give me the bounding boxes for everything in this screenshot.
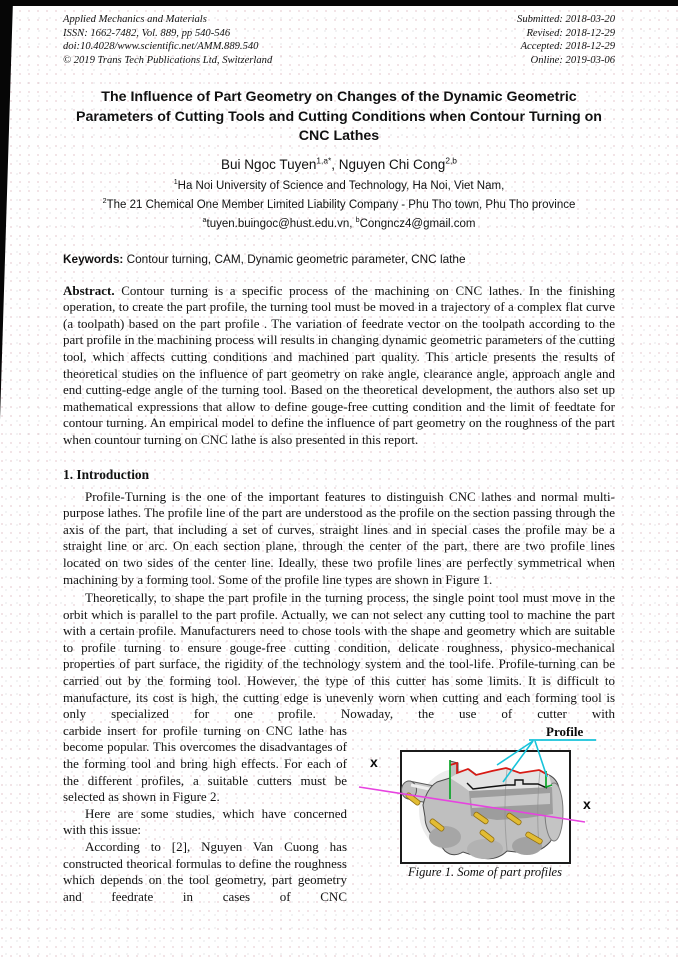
part-flange-1: [429, 826, 461, 848]
x-axis-label-left: x: [370, 753, 378, 770]
affiliation-2: [63, 196, 615, 212]
intro-paragraph-2-text: carbide insert for profile turning on CNC lathe has become popular. This overcomes the disadvantages of the forming tool and bring high effects. For each of the different profiles, a suitable cutters must be selected as shown in Figure 2.: [63, 722, 347, 805]
paper-title: The Influence of Part Geometry on Changes of the Dynamic Geometric Parameters of Cutting Tools and Cutting Conditions when Contour Turning on CNC Lathes: [76, 89, 602, 145]
dates-block: [517, 13, 615, 67]
section-heading-introduction: 1. Introduction: [63, 466, 150, 482]
keywords-label: Keywords:: [63, 251, 124, 266]
intro-paragraph-1: Profile-Turning is the one of the important features to distinguish CNC lathes and normal multi-purpose lathes. The profile line of the part are understood as the profile on the section passing through the axis of the part, that including a set of curves, straight lines and in special cases the profile may be a straight line or arc. On each section plane, through the center of the part, there are two profile lines located on two sides of the center line. Ideally, these two profile lines are perfectly symmetrical when machining by a forming tool. Some of the profile line types are shown in Figure 1.: [63, 488, 615, 587]
email-b-sup: b: [355, 215, 360, 224]
author-1: Bui Ngoc Tuyen: [221, 156, 317, 172]
affiliation-1: [63, 177, 615, 193]
issn-line: ISSN: 1662-7482, Vol. 889, pp 540-546: [63, 27, 231, 39]
intro-paragraph-2: Theoretically, to shape the part profile in the turning process, the single point tool must move in the orbit which is parallel to the part profile. Actually, we can not select any cutting tool to machine the part with a certain profile. Manufacturers need to chose tools with the shape and geometry which are suitable to profile turning to ensure gouge-free cutting condition, delicate roughness, physico-mechanical properties of part surface, the rigidity of the technology system and the tool-life. Profile-turning can be carried out by the forming tool. However, the type of this cutter has some limits. It is difficult to manufacture, its cost is high, the cutting edge is unevenly worn when cutting and each forming tool is only specialized for one profile. Nowaday, the use of cutter with: [63, 590, 615, 722]
email-a-sup: a: [202, 215, 207, 224]
scan-edge-left: [0, 0, 13, 420]
emails-line: [63, 215, 615, 231]
email-a: tuyen.buingoc@hust.edu.vn,: [206, 217, 356, 230]
cut-surface: [450, 768, 552, 791]
authors-separator: ,: [331, 156, 339, 172]
authors-line: [63, 156, 615, 174]
journal-info: [63, 13, 272, 67]
doi-line: doi:10.4028/www.scientific.net/AMM.889.540: [63, 41, 259, 53]
abstract-text: Contour turning is a specific process of the machining on CNC lathes. In the finishing operation, to create the part profile, the turning tool must be moved in a trajectory of a complex flat curve (a toolpath) based on the part profile . The variation of feedrate vector on the toolpath according to the part profile in the machining process will results in changing dynamic geometric parameters of the cutting tool, which affects cutting conditions and machined part quality. This article presents the results of theoretical studies on the influence of part geometry on rake angle, clearance angle, approach angle and end cutting-edge angle of the turning tool. Based on the theoretical development, the authors also set up mathematical expressions that allow to define gouge-free cutting condition and the limit of feedtate for contour turning. An empirical model to define the influence of part geometry on the roughness of the part when countour turning on CNC lathe is also presented in this report.: [63, 282, 615, 447]
figure-1-caption: Figure 1. Some of part profiles: [408, 864, 562, 879]
journal-title-line: Applied Mechanics and Materials: [63, 14, 207, 25]
copyright-line: © 2019 Trans Tech Publications Ltd, Switzerland: [63, 54, 273, 66]
submitted-line: Submitted: 2018-03-20: [517, 14, 615, 25]
online-line: Online: 2019-03-06: [530, 54, 615, 66]
revised-line: Revised: 2018-12-29: [526, 27, 615, 39]
scan-edge-top: [0, 0, 678, 6]
x-axis-label-right: x: [583, 795, 591, 812]
intro-paragraph-3: Here are some studies, which have concerned with this issue:: [63, 805, 347, 838]
abstract-paragraph: [63, 283, 615, 449]
author-1-sup: 1,a*: [316, 155, 332, 166]
author-2: Nguyen Chi Cong: [338, 156, 446, 172]
author-2-sup: 2,b: [445, 155, 457, 166]
abstract-label: Abstract.: [63, 282, 115, 298]
part-render-svg: [357, 725, 615, 885]
affiliation-1-sup: 1: [173, 177, 178, 186]
affiliation-2-text: The 21 Chemical One Member Limited Liability Company - Phu Tho town, Phu Tho province: [106, 198, 576, 211]
figure-1: [357, 725, 615, 885]
accepted-line: Accepted: 2018-12-29: [520, 41, 615, 53]
email-b: Congncz4@gmail.com: [359, 217, 476, 230]
keywords-line: [63, 252, 615, 266]
part-flange-2: [467, 839, 503, 859]
intro-paragraph-4: According to [2], Nguyen Van Cuong has constructed theorical formulas to define the roughness which depends on the tool geometry, part geometry and feedrate in cases of CNC: [63, 839, 347, 904]
profile-label: Profile: [546, 723, 584, 739]
affiliation-1-text: Ha Noi University of Science and Technology, Ha Noi, Viet Nam,: [177, 179, 505, 192]
affiliation-2-sup: 2: [102, 196, 107, 205]
journal-header: [63, 0, 615, 67]
keywords-text: Contour turning, CAM, Dynamic geometric parameter, CNC lathe: [123, 251, 466, 266]
